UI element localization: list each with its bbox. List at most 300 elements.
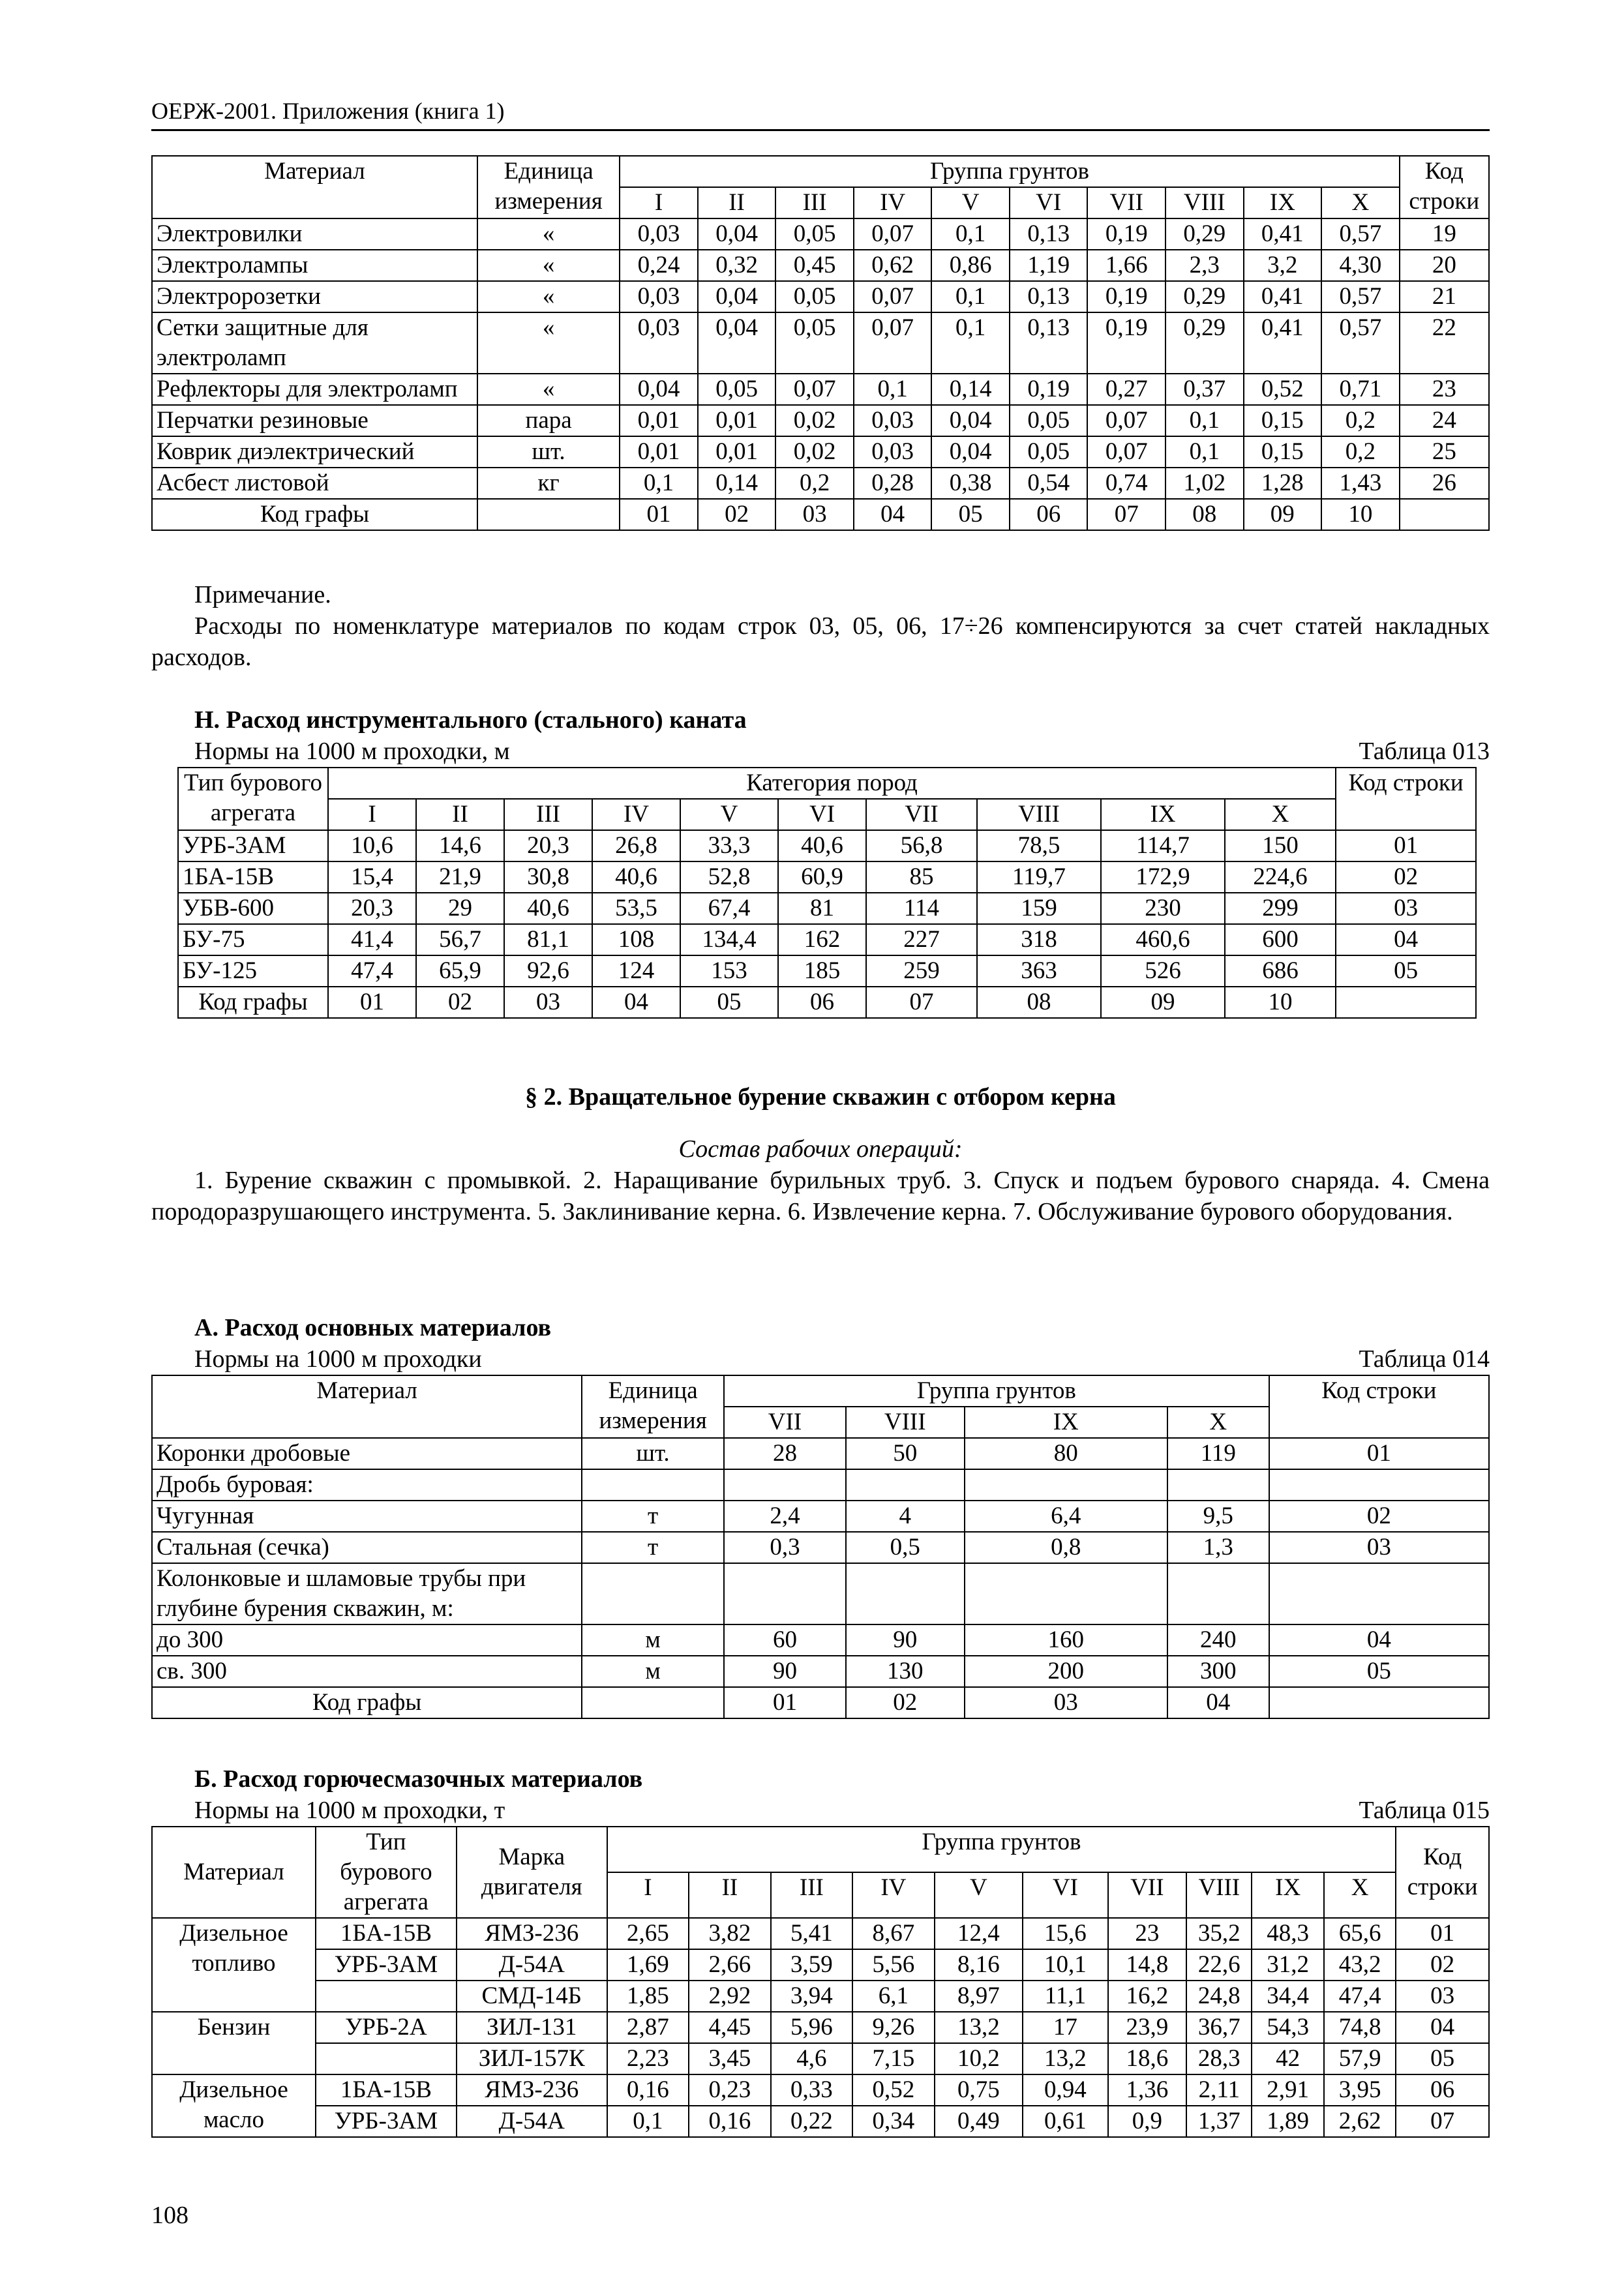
value-cell: 0,14 xyxy=(931,374,1010,405)
value-cell: 0,1 xyxy=(607,2106,689,2137)
material-name: Коронки дробовые xyxy=(152,1438,582,1469)
value-cell: 29 xyxy=(416,893,504,924)
row-code: 20 xyxy=(1400,250,1489,281)
value-cell: 16,2 xyxy=(1108,1981,1186,2012)
column-code: 07 xyxy=(1087,499,1165,530)
column-code: 09 xyxy=(1244,499,1322,530)
paragraph-2-title: § 2. Вращательное бурение скважин с отбором керна xyxy=(525,1083,1116,1111)
table-row xyxy=(178,924,1476,955)
value-cell: 7,15 xyxy=(852,2043,934,2074)
value-cell: 0,1 xyxy=(931,218,1010,250)
value-cell: 9,26 xyxy=(852,2012,934,2043)
unit-cell: « xyxy=(477,312,620,374)
value-cell: 65,9 xyxy=(416,955,504,987)
value-cell: 43,2 xyxy=(1324,1949,1396,1981)
value-cell: 0,03 xyxy=(620,218,698,250)
unit-cell: м xyxy=(582,1656,724,1687)
group-column-header: III xyxy=(504,799,592,830)
table-row xyxy=(178,893,1476,924)
value-cell: 33,3 xyxy=(680,830,778,861)
value-cell: 4 xyxy=(846,1501,965,1532)
row-code: 03 xyxy=(1396,1981,1489,2012)
table-row xyxy=(152,281,1489,312)
col-header-code: Код строки xyxy=(1336,768,1476,830)
value-cell: 0,5 xyxy=(846,1532,965,1563)
column-code: 03 xyxy=(775,499,854,530)
aggregate-type: 1БА-15В xyxy=(178,861,328,893)
engine-model: СМД-14Б xyxy=(457,1981,607,2012)
value-cell: 600 xyxy=(1225,924,1336,955)
value-cell xyxy=(724,1563,846,1624)
value-cell: 0,1 xyxy=(931,312,1010,374)
table-row xyxy=(152,1918,1489,1949)
col-header-engine: Марка двигателя xyxy=(457,1827,607,1918)
section-b xyxy=(151,1763,1490,2138)
value-cell: 47,4 xyxy=(1324,1981,1396,2012)
material-name: Электророзетки xyxy=(152,281,477,312)
value-cell: 0,94 xyxy=(1023,2074,1108,2106)
table-row xyxy=(152,218,1489,250)
value-cell: 200 xyxy=(965,1656,1167,1687)
value-cell: 224,6 xyxy=(1225,861,1336,893)
value-cell: 90 xyxy=(724,1656,846,1687)
value-cell: 160 xyxy=(965,1624,1167,1656)
table-row xyxy=(152,1501,1489,1532)
value-cell: 0,13 xyxy=(1010,281,1088,312)
group-column-header: V xyxy=(680,799,778,830)
value-cell: 0,01 xyxy=(698,436,776,468)
row-code: 19 xyxy=(1400,218,1489,250)
table-row xyxy=(152,1563,1489,1624)
value-cell: 5,41 xyxy=(771,1918,852,1949)
column-code: 04 xyxy=(592,987,680,1018)
value-cell: 0,57 xyxy=(1321,218,1400,250)
row-code xyxy=(1269,1563,1489,1624)
aggregate-type: УРБ-3АМ xyxy=(178,830,328,861)
value-cell: 8,16 xyxy=(935,1949,1023,1981)
value-cell: 0,14 xyxy=(698,468,776,499)
value-cell: 14,6 xyxy=(416,830,504,861)
group-column-header: III xyxy=(771,1872,852,1918)
group-column-header: X xyxy=(1225,799,1336,830)
section-a xyxy=(151,1312,1490,1719)
value-cell: 0,71 xyxy=(1321,374,1400,405)
value-cell: 42 xyxy=(1252,2043,1323,2074)
group-column-header: VIII xyxy=(1165,187,1244,218)
unit-cell: кг xyxy=(477,468,620,499)
row-code: 25 xyxy=(1400,436,1489,468)
group-column-header: IV xyxy=(592,799,680,830)
value-cell: 119 xyxy=(1167,1438,1269,1469)
table-row xyxy=(152,2012,1489,2043)
table-row xyxy=(152,405,1489,436)
aggregate-type: 1БА-15В xyxy=(316,1918,457,1949)
value-cell: 56,7 xyxy=(416,924,504,955)
value-cell: 0,57 xyxy=(1321,281,1400,312)
value-cell: 0,29 xyxy=(1165,312,1244,374)
value-cell: 53,5 xyxy=(592,893,680,924)
group-column-header: VII xyxy=(724,1407,846,1438)
column-code: 01 xyxy=(620,499,698,530)
column-code: 05 xyxy=(680,987,778,1018)
table-row xyxy=(152,1981,1489,2012)
row-code: 23 xyxy=(1400,374,1489,405)
value-cell: 20,3 xyxy=(504,830,592,861)
value-cell: 0,41 xyxy=(1244,218,1322,250)
value-cell: 0,49 xyxy=(935,2106,1023,2137)
value-cell: 0,02 xyxy=(775,405,854,436)
value-cell: 41,4 xyxy=(328,924,416,955)
value-cell: 0,38 xyxy=(931,468,1010,499)
value-cell: 12,4 xyxy=(935,1918,1023,1949)
value-cell: 0,34 xyxy=(852,2106,934,2137)
value-cell: 90 xyxy=(846,1624,965,1656)
value-cell xyxy=(1167,1563,1269,1624)
row-code: 02 xyxy=(1336,861,1476,893)
value-cell: 0,04 xyxy=(931,436,1010,468)
value-cell: 119,7 xyxy=(977,861,1101,893)
table-row xyxy=(152,250,1489,281)
value-cell: 0,52 xyxy=(1244,374,1322,405)
value-cell: 0,04 xyxy=(620,374,698,405)
aggregate-type xyxy=(316,1981,457,2012)
column-code: 01 xyxy=(328,987,416,1018)
value-cell: 2,87 xyxy=(607,2012,689,2043)
value-cell: 2,4 xyxy=(724,1501,846,1532)
value-cell: 0,07 xyxy=(775,374,854,405)
value-cell: 3,94 xyxy=(771,1981,852,2012)
value-cell: 30,8 xyxy=(504,861,592,893)
value-cell: 2,91 xyxy=(1252,2074,1323,2106)
value-cell: 1,28 xyxy=(1244,468,1322,499)
row-code: 05 xyxy=(1336,955,1476,987)
col-header-unit: Единица измерения xyxy=(582,1375,724,1438)
material-name: Электровилки xyxy=(152,218,477,250)
column-code: 04 xyxy=(854,499,932,530)
material-name: Асбест листовой xyxy=(152,468,477,499)
empty-cell xyxy=(477,499,620,530)
value-cell: 54,3 xyxy=(1252,2012,1323,2043)
unit-cell xyxy=(582,1469,724,1501)
aggregate-type: БУ-75 xyxy=(178,924,328,955)
section-b-title: Б. Расход горючесмазочных материалов xyxy=(194,1765,643,1793)
table-row xyxy=(152,312,1489,374)
value-cell: 0,19 xyxy=(1087,218,1165,250)
value-cell: 0,1 xyxy=(854,374,932,405)
group-column-header: VI xyxy=(1010,187,1088,218)
value-cell xyxy=(965,1563,1167,1624)
group-column-header: X xyxy=(1321,187,1400,218)
value-cell: 47,4 xyxy=(328,955,416,987)
material-name: Дизельное топливо xyxy=(152,1918,316,2012)
material-name: св. 300 xyxy=(152,1656,582,1687)
unit-cell: шт. xyxy=(477,436,620,468)
value-cell: 0,23 xyxy=(689,2074,770,2106)
value-cell: 526 xyxy=(1101,955,1225,987)
value-cell: 318 xyxy=(977,924,1101,955)
value-cell: 22,6 xyxy=(1186,1949,1252,1981)
value-cell: 0,54 xyxy=(1010,468,1088,499)
col-header-material: Материал xyxy=(152,1827,316,1918)
value-cell: 0,86 xyxy=(931,250,1010,281)
value-cell: 153 xyxy=(680,955,778,987)
value-cell: 0,61 xyxy=(1023,2106,1108,2137)
value-cell: 81 xyxy=(778,893,866,924)
col-header-group: Группа грунтов xyxy=(607,1827,1396,1872)
value-cell: 1,3 xyxy=(1167,1532,1269,1563)
value-cell: 0,1 xyxy=(931,281,1010,312)
aggregate-type: УБВ-600 xyxy=(178,893,328,924)
paragraph-2 xyxy=(151,1081,1490,1227)
value-cell: 0,15 xyxy=(1244,436,1322,468)
unit-cell: « xyxy=(477,250,620,281)
value-cell: 0,07 xyxy=(854,312,932,374)
value-cell: 108 xyxy=(592,924,680,955)
value-cell: 299 xyxy=(1225,893,1336,924)
column-code: 03 xyxy=(504,987,592,1018)
value-cell: 0,62 xyxy=(854,250,932,281)
column-code: 08 xyxy=(1165,499,1244,530)
value-cell: 4,30 xyxy=(1321,250,1400,281)
value-cell: 0,07 xyxy=(1087,405,1165,436)
column-code: 06 xyxy=(1010,499,1088,530)
value-cell: 18,6 xyxy=(1108,2043,1186,2074)
column-code: 02 xyxy=(416,987,504,1018)
column-code: 07 xyxy=(866,987,977,1018)
group-column-header: III xyxy=(775,187,854,218)
value-cell: 85 xyxy=(866,861,977,893)
value-cell: 0,03 xyxy=(854,436,932,468)
value-cell: 185 xyxy=(778,955,866,987)
engine-model: Д-54А xyxy=(457,2106,607,2137)
table-row xyxy=(178,861,1476,893)
group-column-header: VIII xyxy=(846,1407,965,1438)
value-cell: 28,3 xyxy=(1186,2043,1252,2074)
value-cell: 0,03 xyxy=(620,281,698,312)
value-cell: 74,8 xyxy=(1324,2012,1396,2043)
footer-row xyxy=(152,1687,1489,1718)
value-cell: 0,05 xyxy=(775,218,854,250)
unit-cell: пара xyxy=(477,405,620,436)
table-row xyxy=(178,830,1476,861)
value-cell: 4,45 xyxy=(689,2012,770,2043)
value-cell: 0,04 xyxy=(698,218,776,250)
value-cell: 52,8 xyxy=(680,861,778,893)
value-cell: 13,2 xyxy=(935,2012,1023,2043)
value-cell: 1,89 xyxy=(1252,2106,1323,2137)
note-title: Примечание. xyxy=(194,581,331,608)
table-row xyxy=(152,1532,1489,1563)
row-code: 01 xyxy=(1396,1918,1489,1949)
row-code: 06 xyxy=(1396,2074,1489,2106)
value-cell: 5,56 xyxy=(852,1949,934,1981)
value-cell: 0,2 xyxy=(1321,405,1400,436)
value-cell: 230 xyxy=(1101,893,1225,924)
material-name: Чугунная xyxy=(152,1501,582,1532)
value-cell: 3,82 xyxy=(689,1918,770,1949)
value-cell: 130 xyxy=(846,1656,965,1687)
value-cell: 0,52 xyxy=(852,2074,934,2106)
material-name: Бензин xyxy=(152,2012,316,2074)
value-cell: 0,07 xyxy=(854,218,932,250)
table-row xyxy=(152,1656,1489,1687)
value-cell: 0,07 xyxy=(854,281,932,312)
value-cell: 8,67 xyxy=(852,1918,934,1949)
value-cell: 3,59 xyxy=(771,1949,852,1981)
section-a-table-number: Таблица 014 xyxy=(1359,1345,1490,1373)
value-cell: 57,9 xyxy=(1324,2043,1396,2074)
row-code: 04 xyxy=(1396,2012,1489,2043)
group-column-header: V xyxy=(935,1872,1023,1918)
value-cell: 0,02 xyxy=(775,436,854,468)
value-cell: 150 xyxy=(1225,830,1336,861)
column-code: 09 xyxy=(1101,987,1225,1018)
value-cell: 5,96 xyxy=(771,2012,852,2043)
row-code: 02 xyxy=(1269,1501,1489,1532)
empty-cell xyxy=(1269,1687,1489,1718)
row-code: 26 xyxy=(1400,468,1489,499)
value-cell: 2,92 xyxy=(689,1981,770,2012)
value-cell: 0,16 xyxy=(689,2106,770,2137)
value-cell: 50 xyxy=(846,1438,965,1469)
value-cell: 0,41 xyxy=(1244,312,1322,374)
value-cell: 1,02 xyxy=(1165,468,1244,499)
value-cell: 0,33 xyxy=(771,2074,852,2106)
value-cell: 48,3 xyxy=(1252,1918,1323,1949)
value-cell: 134,4 xyxy=(680,924,778,955)
page-number: 108 xyxy=(151,2202,188,2229)
value-cell: 2,23 xyxy=(607,2043,689,2074)
value-cell: 81,1 xyxy=(504,924,592,955)
aggregate-type: УРБ-3АМ xyxy=(316,1949,457,1981)
value-cell: 0,8 xyxy=(965,1532,1167,1563)
section-b-table-number: Таблица 015 xyxy=(1359,1797,1490,1824)
table-014 xyxy=(151,1375,1490,1719)
value-cell: 67,4 xyxy=(680,893,778,924)
value-cell: 3,95 xyxy=(1324,2074,1396,2106)
col-header-material: Материал xyxy=(152,156,477,218)
value-cell: 460,6 xyxy=(1101,924,1225,955)
value-cell: 0,57 xyxy=(1321,312,1400,374)
value-cell xyxy=(1167,1469,1269,1501)
unit-cell: т xyxy=(582,1532,724,1563)
value-cell: 0,07 xyxy=(1087,436,1165,468)
footer-row xyxy=(152,499,1489,530)
value-cell: 0,74 xyxy=(1087,468,1165,499)
section-a-norm: Нормы на 1000 м проходки xyxy=(194,1345,482,1373)
table-row xyxy=(178,955,1476,987)
row-code: 01 xyxy=(1336,830,1476,861)
value-cell: 0,15 xyxy=(1244,405,1322,436)
value-cell: 17 xyxy=(1023,2012,1108,2043)
section-h xyxy=(151,704,1490,1019)
column-code: 01 xyxy=(724,1687,846,1718)
row-code: 04 xyxy=(1336,924,1476,955)
value-cell: 0,04 xyxy=(931,405,1010,436)
group-column-header: X xyxy=(1324,1872,1396,1918)
value-cell: 0,24 xyxy=(620,250,698,281)
value-cell: 0,29 xyxy=(1165,218,1244,250)
row-code: 07 xyxy=(1396,2106,1489,2137)
value-cell: 227 xyxy=(866,924,977,955)
value-cell: 34,4 xyxy=(1252,1981,1323,2012)
value-cell: 0,3 xyxy=(724,1532,846,1563)
section-h-norm: Нормы на 1000 м проходки, м xyxy=(194,738,510,765)
value-cell: 0,05 xyxy=(1010,436,1088,468)
value-cell xyxy=(724,1469,846,1501)
value-cell: 2,66 xyxy=(689,1949,770,1981)
value-cell: 0,01 xyxy=(698,405,776,436)
table-row xyxy=(152,436,1489,468)
value-cell: 10,1 xyxy=(1023,1949,1108,1981)
value-cell: 0,9 xyxy=(1108,2106,1186,2137)
value-cell: 0,03 xyxy=(620,312,698,374)
value-cell: 0,41 xyxy=(1244,281,1322,312)
value-cell: 24,8 xyxy=(1186,1981,1252,2012)
value-cell: 0,04 xyxy=(698,312,776,374)
value-cell: 4,6 xyxy=(771,2043,852,2074)
col-header-group: Группа грунтов xyxy=(620,156,1399,187)
footer-label: Код графы xyxy=(178,987,328,1018)
value-cell: 92,6 xyxy=(504,955,592,987)
footer-row xyxy=(178,987,1476,1018)
value-cell: 6,1 xyxy=(852,1981,934,2012)
group-column-header: IX xyxy=(965,1407,1167,1438)
value-cell: 26,8 xyxy=(592,830,680,861)
value-cell: 0,37 xyxy=(1165,374,1244,405)
table-row xyxy=(152,2074,1489,2106)
engine-model: ЗИЛ-131 xyxy=(457,2012,607,2043)
col-header-code: Код строки xyxy=(1269,1375,1489,1438)
running-header: ОЕРЖ-2001. Приложения (книга 1) xyxy=(151,97,1490,131)
value-cell: 11,1 xyxy=(1023,1981,1108,2012)
value-cell: 20,3 xyxy=(328,893,416,924)
group-column-header: VI xyxy=(778,799,866,830)
operations-title: Состав рабочих операций: xyxy=(678,1135,963,1163)
aggregate-type: УРБ-3АМ xyxy=(316,2106,457,2137)
column-code: 08 xyxy=(977,987,1101,1018)
value-cell: 2,62 xyxy=(1324,2106,1396,2137)
material-name: до 300 xyxy=(152,1624,582,1656)
column-code: 10 xyxy=(1225,987,1336,1018)
value-cell: 0,19 xyxy=(1087,281,1165,312)
table-row xyxy=(152,2043,1489,2074)
col-header-type: Тип бурового агрегата xyxy=(178,768,328,830)
row-code: 22 xyxy=(1400,312,1489,374)
material-name: Стальная (сечка) xyxy=(152,1532,582,1563)
group-column-header: IV xyxy=(854,187,932,218)
table-row xyxy=(152,1438,1489,1469)
value-cell: 0,22 xyxy=(771,2106,852,2137)
row-code: 24 xyxy=(1400,405,1489,436)
note-text: Расходы по номенклатуре материалов по кодам строк 03, 05, 06, 17÷26 компенсируются за счет статей накладных расходов. xyxy=(151,612,1490,671)
col-header-type: Тип бурового агрегата xyxy=(316,1827,457,1918)
footer-label: Код графы xyxy=(152,1687,582,1718)
material-name: Перчатки резиновые xyxy=(152,405,477,436)
engine-model: ЯМЗ-236 xyxy=(457,1918,607,1949)
value-cell: 1,69 xyxy=(607,1949,689,1981)
value-cell: 60 xyxy=(724,1624,846,1656)
row-code: 04 xyxy=(1269,1624,1489,1656)
unit-cell: м xyxy=(582,1624,724,1656)
value-cell: 0,75 xyxy=(935,2074,1023,2106)
value-cell: 0,2 xyxy=(1321,436,1400,468)
col-header-code: Код строки xyxy=(1396,1827,1489,1918)
unit-cell: « xyxy=(477,218,620,250)
value-cell: 124 xyxy=(592,955,680,987)
group-column-header: IX xyxy=(1244,187,1322,218)
group-column-header: VIII xyxy=(1186,1872,1252,1918)
